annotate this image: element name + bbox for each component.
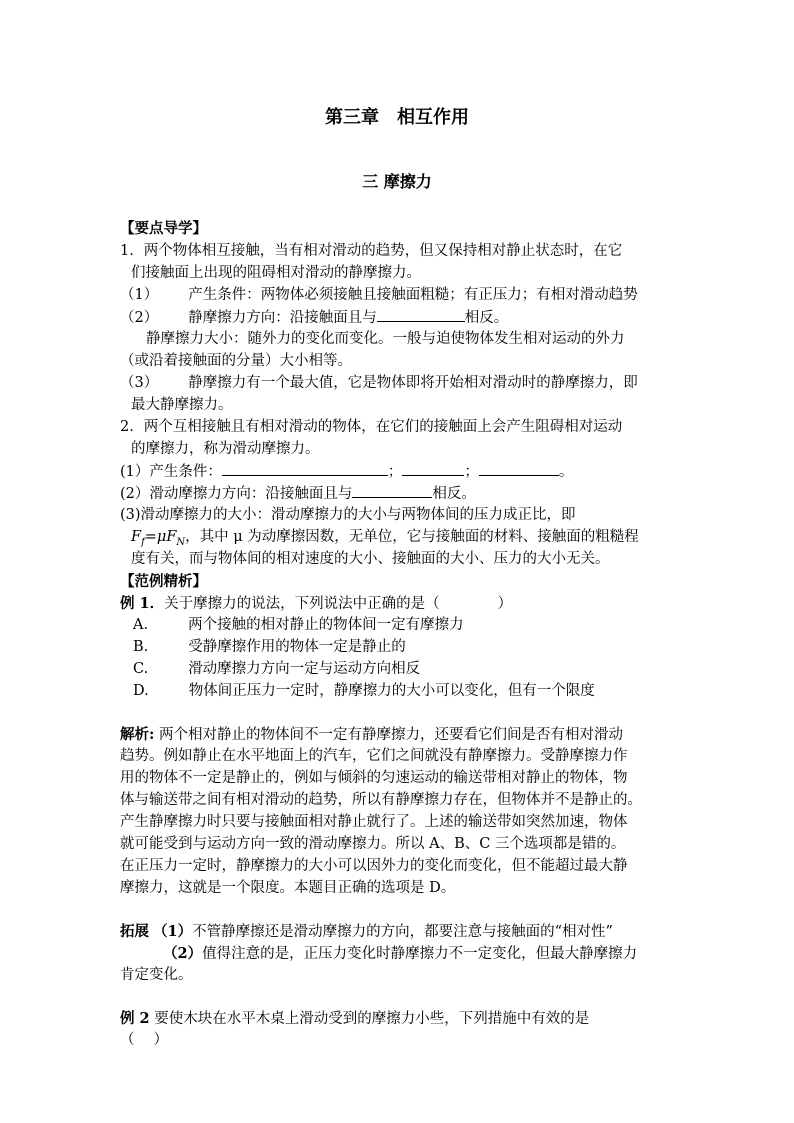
item1-text: 产生条件：两物体必须接触且接触面粗糙；有正压力；有相对滑动趋势 [188,287,638,303]
example1 [120,595,512,613]
formula [131,529,186,548]
extension-line1 [120,923,613,941]
chapter-title: 第三章 相互作用 [325,107,469,128]
formula-f: F [131,529,142,545]
analysis-line8: 摩擦力，这就是一个限度。本题目正确的选项是 D。 [120,880,456,896]
point1-line1: 1．两个物体相互接触，当有相对滑动的趋势，但又保持相对静止状态时，在它 [120,243,623,259]
analysis-line7: 在正压力一定时，静摩擦力的大小可以因外力的变化而变化，但不能超过最大静 [120,858,628,874]
extension-label: 拓展 [120,923,149,940]
fill-blank [222,463,388,476]
item2-text-b: 相反。 [464,310,509,326]
extension-text-1: 不管静摩擦还是滑动摩擦力的方向，都要注意与接触面的“相对性” [192,924,613,940]
option-c-text: 滑动摩擦力方向一定与运动方向相反 [188,661,421,677]
sliding-item2-text-b: 相反。 [432,486,476,502]
sliding-item2 [120,485,476,503]
item1 [120,287,638,304]
point2-line2: 的摩擦力，称为滑动摩擦力。 [131,441,320,457]
sliding-item1-text: (1）产生条件： [120,464,222,480]
analysis-line1 [120,726,623,744]
examples-heading: 【范例精析】 [120,573,207,590]
item2-line2: 静摩擦力大小：随外力的变化而变化。一般与迫使物体发生相对运动的外力 [146,331,625,347]
key-points-heading: 【要点导学】 [120,220,207,237]
analysis-label: 解析: [120,726,155,743]
example2-label: 例 2 [120,1010,150,1027]
option-a-key: A. [133,617,149,633]
option-b [133,639,406,656]
analysis-line6: 就可能受到与运动方向一致的滑动摩擦力。所以 A、B、C 三个选项都是错的。 [120,836,626,852]
option-a [133,617,464,634]
item3 [120,375,638,392]
extension-line3: 肯定变化。 [120,967,193,983]
formula-sub-f: f [141,536,145,548]
option-a-text: 两个接触的相对静止的物体间一定有摩擦力 [188,617,464,633]
separator: ； [387,464,403,480]
sliding-item1 [120,463,573,481]
formula-sub-n: N [176,536,186,548]
point2-line1: 2．两个互相接触且有相对滑动的物体，在它们的接触面上会产生阻碍相对运动 [120,419,623,435]
analysis-line5: 产生静摩擦力时只要与接触面相对静止就行了。上述的输送带如突然加速，物体 [120,814,628,830]
sliding-item3-line2-rest: ，其中 μ 为动摩擦因数，无单位，它与接触面的材料、接触面的粗糙程 [185,529,639,545]
option-b-key: B. [133,639,149,655]
sliding-item3-line3: 度有关，而与物体间的相对速度的大小、接触面的大小、压力的大小无关。 [131,551,610,567]
item2-line3: （或沿着接触面的分量）大小相等。 [120,353,352,369]
fill-blank [402,463,464,476]
option-b-text: 受静摩擦作用的物体一定是静止的 [188,639,406,655]
example1-label: 例 1． [120,595,165,612]
example2 [120,1010,589,1028]
extension-number-2: （2） [163,945,203,962]
analysis-text: 两个相对静止的物体间不一定有静摩擦力，还要看它们间是否有相对滑动 [154,727,623,743]
extension-line2 [163,945,637,963]
extension-text-2: 值得注意的是，正压力变化时静摩擦力不一定变化，但最大静摩擦力 [202,946,638,962]
sliding-item3: (3)滑动摩擦力的大小：滑动摩擦力的大小与两物体间的压力成正比，即 [120,507,576,523]
example2-question: 要使木块在水平木桌上滑动受到的摩擦力小些，下列措施中有效的是 [149,1011,590,1027]
option-c-key: C. [133,661,149,677]
sliding-item2-text-a: (2）滑动摩擦力方向：沿接触面且与 [120,486,353,502]
option-d [133,683,595,700]
option-d-key: D. [133,683,149,699]
item3-text: 静摩擦力有一个最大值，它是物体即将开始相对滑动时的静摩擦力，即 [188,375,638,391]
section-title: 三 摩擦力 [362,172,432,191]
fill-blank [352,485,432,498]
option-d-text: 物体间正压力一定时，静摩擦力的大小可以变化，但有一个限度 [188,683,595,699]
analysis-line3: 用的物体不一定是静止的，例如与倾斜的匀速运动的输送带相对静止的物体，物 [120,770,628,786]
example1-question: 关于摩擦力的说法，下列说法中正确的是（ ） [164,596,513,612]
fill-blank [377,309,465,322]
formula-eq: =μF [144,529,177,545]
option-c [133,661,420,678]
analysis-line4: 体与输送带之间有相对滑动的趋势，所以有静摩擦力存在，但物体并不是静止的。 [120,792,642,808]
fill-blank [479,463,559,476]
item3-line2: 最大静摩擦力。 [131,397,233,413]
sliding-item3-line2 [131,529,639,549]
separator: ； [464,464,479,480]
period: 。 [558,464,574,480]
item3-number: （3） [120,375,159,391]
example2-answer-paren: （ ） [120,1032,169,1048]
item2-number: （2） [120,310,159,326]
item1-number: （1） [120,287,159,303]
item2-text-a: 静摩擦力方向：沿接触面且与 [188,310,377,326]
extension-number-1: （1） [153,923,193,940]
analysis-line2: 趋势。例如静止在水平地面上的汽车，它们之间就没有静摩擦力。受静摩擦力作 [120,748,628,764]
item2 [120,309,508,327]
point1-line2: 们接触面上出现的阻碍相对滑动的静摩擦力。 [131,265,421,281]
